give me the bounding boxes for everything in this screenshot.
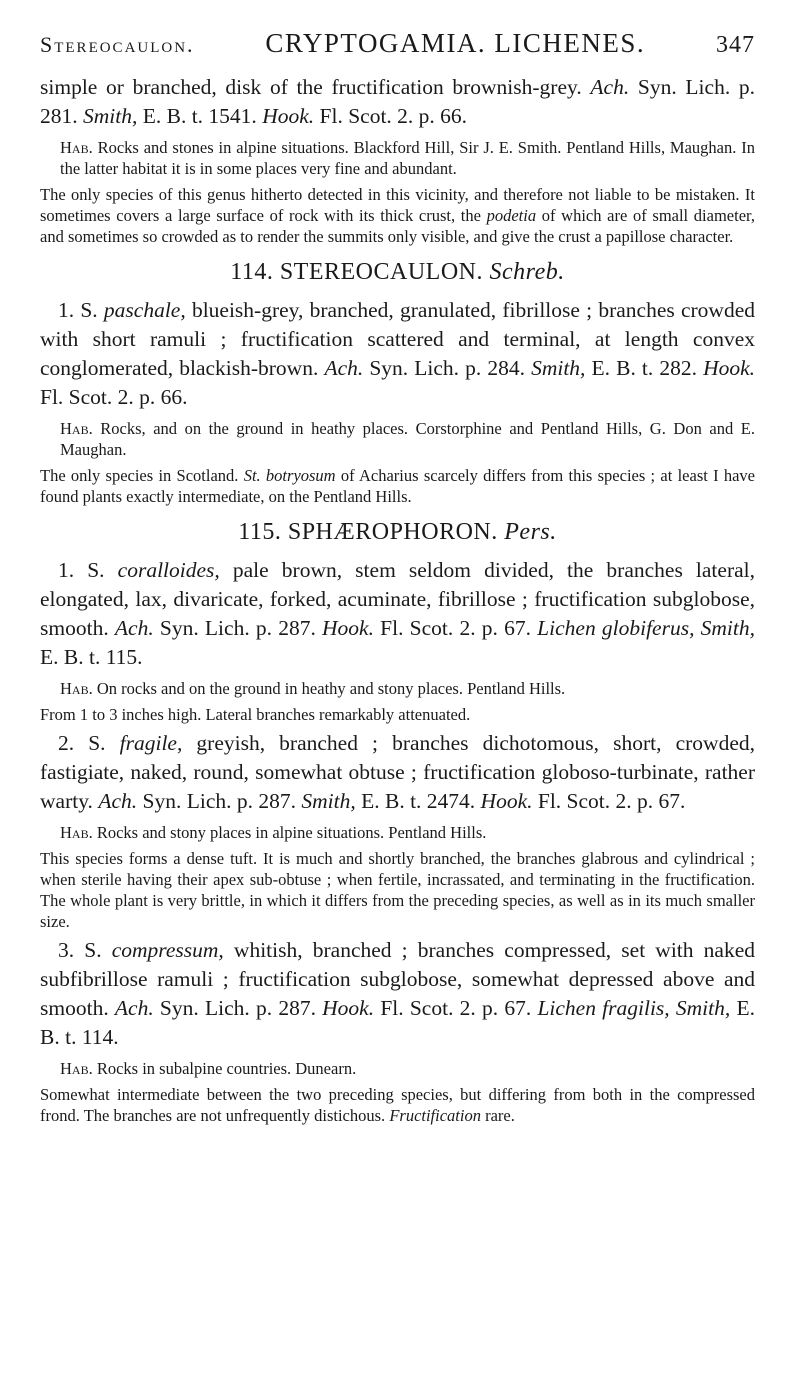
habitat-note: Hab. On rocks and on the ground in heathy and stony places. Pentland Hills. xyxy=(60,679,566,698)
genus-heading-sphaerophoron: 115. SPHÆROPHORON. Pers. xyxy=(238,519,557,545)
species-entry-coralloides: 1. S. coralloides, pale brown, stem seldom divided, the branches lateral, elongated, lax, divaricate, forked, acuminate, fibrillose ; fructification subglobose, smooth. Ach. Syn. Lich. p. 287. Hook. Fl. Scot. 2. p. 67. Lichen globiferus, Smith, E. B. t. 115. xyxy=(40,558,756,669)
remark-note: Somewhat intermediate between the two preceding species, but differing from both in the compressed frond. The branches are not unfrequently distichous. Fructification rare. xyxy=(40,1085,755,1125)
remark-note: This species forms a dense tuft. It is much and shortly branched, the branches glabrous and cylindrical ; when sterile having their apex sub-obtuse ; when fertile, incrassated, and terminating in the fructification. The whole plant is very brittle, in which it differs from the preceding species, as well as in its much smaller size. xyxy=(40,849,755,931)
species-description-continued: simple or branched, disk of the fructification brownish-grey. Ach. Syn. Lich. p. 281. Smith, E. B. t. 1541. Hook. Fl. Scot. 2. p. 66. xyxy=(40,75,755,128)
habitat-note: Hab. Rocks in subalpine countries. Dunearn. xyxy=(60,1059,357,1078)
species-entry-paschale: 1. S. paschale, blueish-grey, branched, granulated, fibrillose ; branches crowded with short ramuli ; fructification scattered and terminal, at length convex conglomerated, blackish-brown. Ach. Syn. Lich. p. 284. Smith, E. B. t. 282. Hook. Fl. Scot. 2. p. 66. xyxy=(40,298,756,409)
genus-heading-stereocaulon: 114. STEREOCAULON. Schreb. xyxy=(230,259,565,285)
remark-note: The only species in Scotland. St. botryosum of Acharius scarcely differs from this species ; at least I have found plants exactly intermediate, on the Pentland Hills. xyxy=(40,466,756,506)
remark-note: The only species of this genus hitherto detected in this vicinity, and therefore not liable to be mistaken. It sometimes covers a large surface of rock with its thick crust, the podetia of which are of small diameter, and sometimes so crowded as to render the summits only visible, and give the crust a papillose character. xyxy=(40,185,755,246)
page-number: 347 xyxy=(716,32,755,58)
running-head xyxy=(40,28,755,59)
running-head-section: Stereocaulon. xyxy=(40,32,195,57)
remark-note: From 1 to 3 inches high. Lateral branches remarkably attenuated. xyxy=(40,705,471,724)
species-entry-compressum: 3. S. compressum, whitish, branched ; branches compressed, set with naked subfibrillose ramuli ; fructification subglobose, somewhat depressed above and smooth. Ach. Syn. Lich. p. 287. Hook. Fl. Scot. 2. p. 67. Lichen fragilis, Smith, E. B. t. 114. xyxy=(40,938,755,1049)
habitat-note: Hab. Rocks and stones in alpine situations. Blackford Hill, Sir J. E. Smith. Pentland Hills, Maughan. In the latter habitat it is in some places very fine and abundant. xyxy=(60,138,755,178)
habitat-note: Hab. Rocks, and on the ground in heathy places. Corstorphine and Pentland Hills, G. Don and E. Maughan. xyxy=(60,419,755,459)
habitat-note: Hab. Rocks and stony places in alpine situations. Pentland Hills. xyxy=(60,823,487,842)
running-head-title: CRYPTOGAMIA. LICHENES. xyxy=(265,28,646,58)
book-page xyxy=(40,28,755,1130)
species-entry-fragile: 2. S. fragile, greyish, branched ; branches dichotomous, short, crowded, fastigiate, naked, round, somewhat obtuse ; fructification globoso-turbinate, rather warty. Ach. Syn. Lich. p. 287. Smith, E. B. t. 2474. Hook. Fl. Scot. 2. p. 67. xyxy=(40,731,755,813)
